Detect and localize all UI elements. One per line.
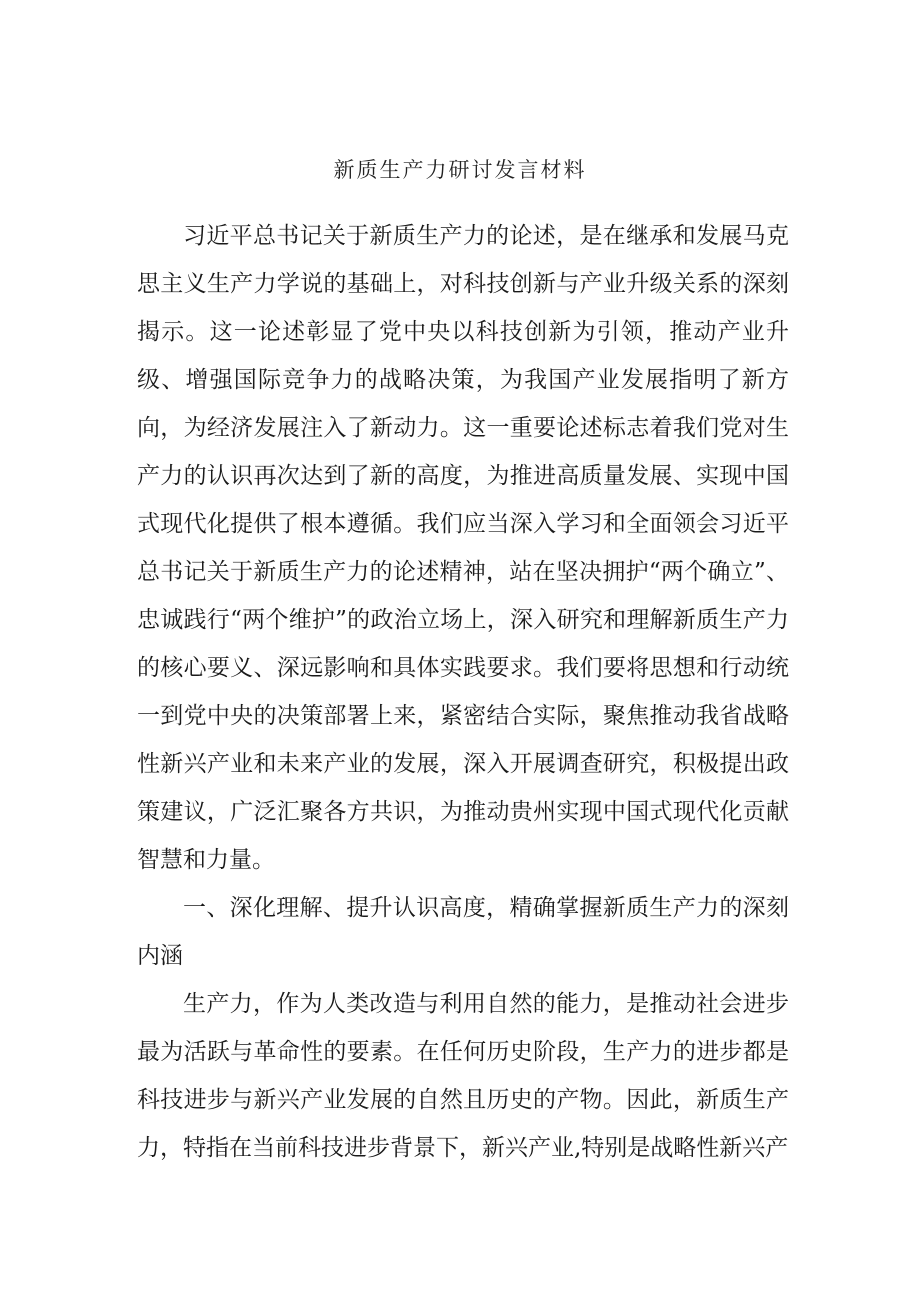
paragraph-intro: 习近平总书记关于新质生产力的论述，是在继承和发展马克思主义生产力学说的基础上，对科技创新与产业升级关系的深刻揭示。这一论述彰显了党中央以科技创新为引领，推动产业升级、增强国际竞争力的战略决策，为我国产业发展指明了新方向，为经济发展注入了新动力。这一重要论述标志着我们党对生产力的认识再次达到了新的高度，为推进高质量发展、实现中国式现代化提供了根本遵循。我们应当深入学习和全面领会习近平总书记关于新质生产力的论述精神，站在坚决拥护“两个确立”、忠诚践行“两个维护”的政治立场上，深入研究和理解新质生产力的核心要义、深远影响和具体实践要求。我们要将思想和行动统一到党中央的决策部署上来，紧密结合实际，聚焦推动我省战略性新兴产业和未来产业的发展，深入开展调查研究，积极提出政策建议，广泛汇聚各方共识，为推动贵州实现中国式现代化贡献智慧和力量。 <box>137 223 789 873</box>
paragraph-productivity: 生产力，作为人类改造与利用自然的能力，是推动社会进步最为活跃与革命性的要素。在任何历史阶段，生产力的进步都是科技进步与新兴产业发展的自然且历史的产物。因此，新质生产力，特指在当前科技进步背景下，新兴产业,特别是战略性新兴产 <box>137 991 789 1161</box>
document-title: 新质生产力研讨发言材料 <box>333 158 587 182</box>
section-heading-1: 一、深化理解、提升认识高度，精确掌握新质生产力的深刻内涵 <box>137 895 789 969</box>
document-body <box>137 212 789 1172</box>
